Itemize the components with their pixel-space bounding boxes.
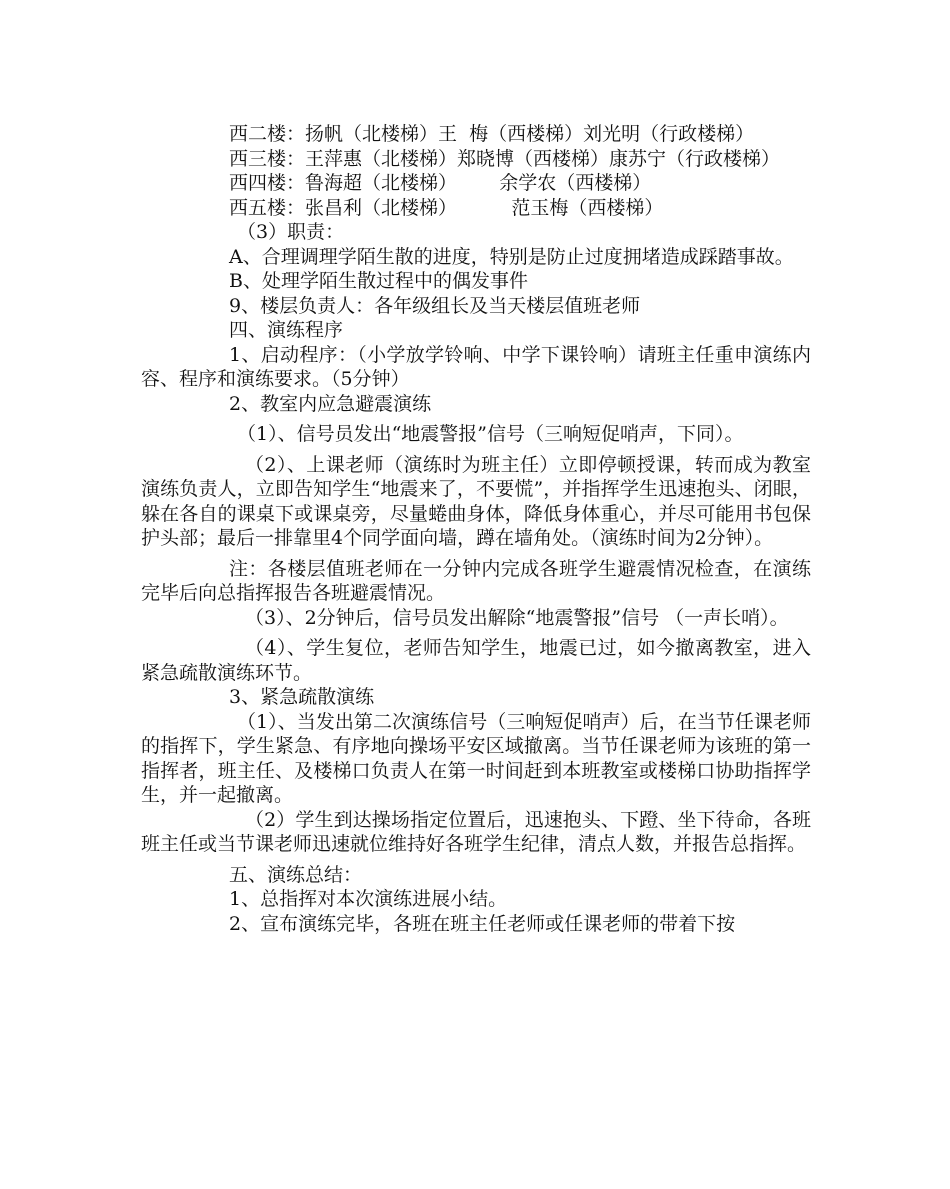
paragraph-alarm-release: （3）、2分钟后，信号员发出解除“地震警报”信号 （一声长哨）。 — [245, 606, 789, 629]
paragraph-summary-item-1: 1、总指挥对本次演练进展小结。 — [229, 888, 508, 910]
paragraph-start-procedure: 1、启动程序：（小学放学铃响、中学下课铃响）请班主任重申演练内容、程序和演练要求。（5分钟） — [141, 343, 811, 390]
section-heading-drill-summary: 五、演练总结： — [229, 863, 363, 886]
paragraph-duties-heading: （3）职责： — [237, 221, 345, 243]
paragraph-west-3rd-floor: 西三楼：王萍惠（北楼梯）郑晓博（西楼梯）康苏宁（行政楼梯） — [229, 147, 781, 170]
paragraph-evacuation-heading: 3、紧急疏散演练 — [229, 686, 375, 708]
paragraph-west-2nd-floor: 西二楼：扬帆（北楼梯）王 梅（西楼梯）刘光明（行政楼梯） — [229, 123, 755, 145]
paragraph-duty-b: B、处理学陌生散过程中的偶发事件 — [229, 270, 528, 292]
document-body — [141, 122, 811, 936]
paragraph-note-floor-check: 注：各楼层值班老师在一分钟内完成各班学生避震情况检查，在演练完毕后向总指挥报告各班避震情况。 — [141, 557, 811, 604]
paragraph-classroom-drill-heading: 2、教室内应急避震演练 — [229, 392, 432, 415]
paragraph-west-4th-floor: 西四楼：鲁海超（北楼梯） 余学农（西楼梯） — [229, 172, 652, 194]
paragraph-students-return: （4）、学生复位，老师告知学生，地震已过，如今撤离教室，进入紧急疏散演练环节。 — [141, 637, 811, 684]
paragraph-evacuation-step-1: （1）、当发出第二次演练信号（三响短促哨声）后，在当节任课老师的指挥下，学生紧急、有序地向操场平安区域撤离。当节任课老师为该班的第一指挥者，班主任、及楼梯口负责人在第一时间赶到本班教室或楼梯口协助指挥学生，并一起撤离。 — [141, 710, 811, 806]
paragraph-evacuation-step-2: （2）学生到达操场指定位置后，迅速抱头、下蹬、坐下待命，各班班主任或当节课老师迅速就位维持好各班学生纪律，清点人数，并报告总指挥。 — [141, 808, 811, 855]
paragraph-west-5th-floor: 西五楼：张昌利（北楼梯） 范玉梅（西楼梯） — [229, 196, 664, 219]
section-heading-drill-procedure: 四、演练程序 — [229, 319, 344, 341]
paragraph-summary-item-2: 2、宣布演练完毕，各班在班主任老师或任课老师的带着下按 — [229, 912, 736, 935]
paragraph-signal-alarm: （1）、信号员发出“地震警报”信号（三响短促哨声，下同）。 — [237, 423, 744, 445]
paragraph-duty-a: A、合理调理学陌生散的进度，特别是防止过度拥堵造成踩踏事故。 — [229, 245, 794, 268]
paragraph-teacher-actions: （2）、上课老师（演练时为班主任）立即停顿授课，转而成为教室演练负责人，立即告知学生“地震来了，不要慌”，并指挥学生迅速抱头、闭眼，躲在各自的课桌下或课桌旁，尽量蜷曲身体，降低身体重心，并尽可能用书包保护头部；最后一排靠里4个同学面向墙，蹲在墙角处。（演练时间为2分钟）。 — [141, 453, 811, 549]
paragraph-floor-leaders: 9、楼层负责人：各年级组长及当天楼层值班老师 — [229, 294, 641, 317]
